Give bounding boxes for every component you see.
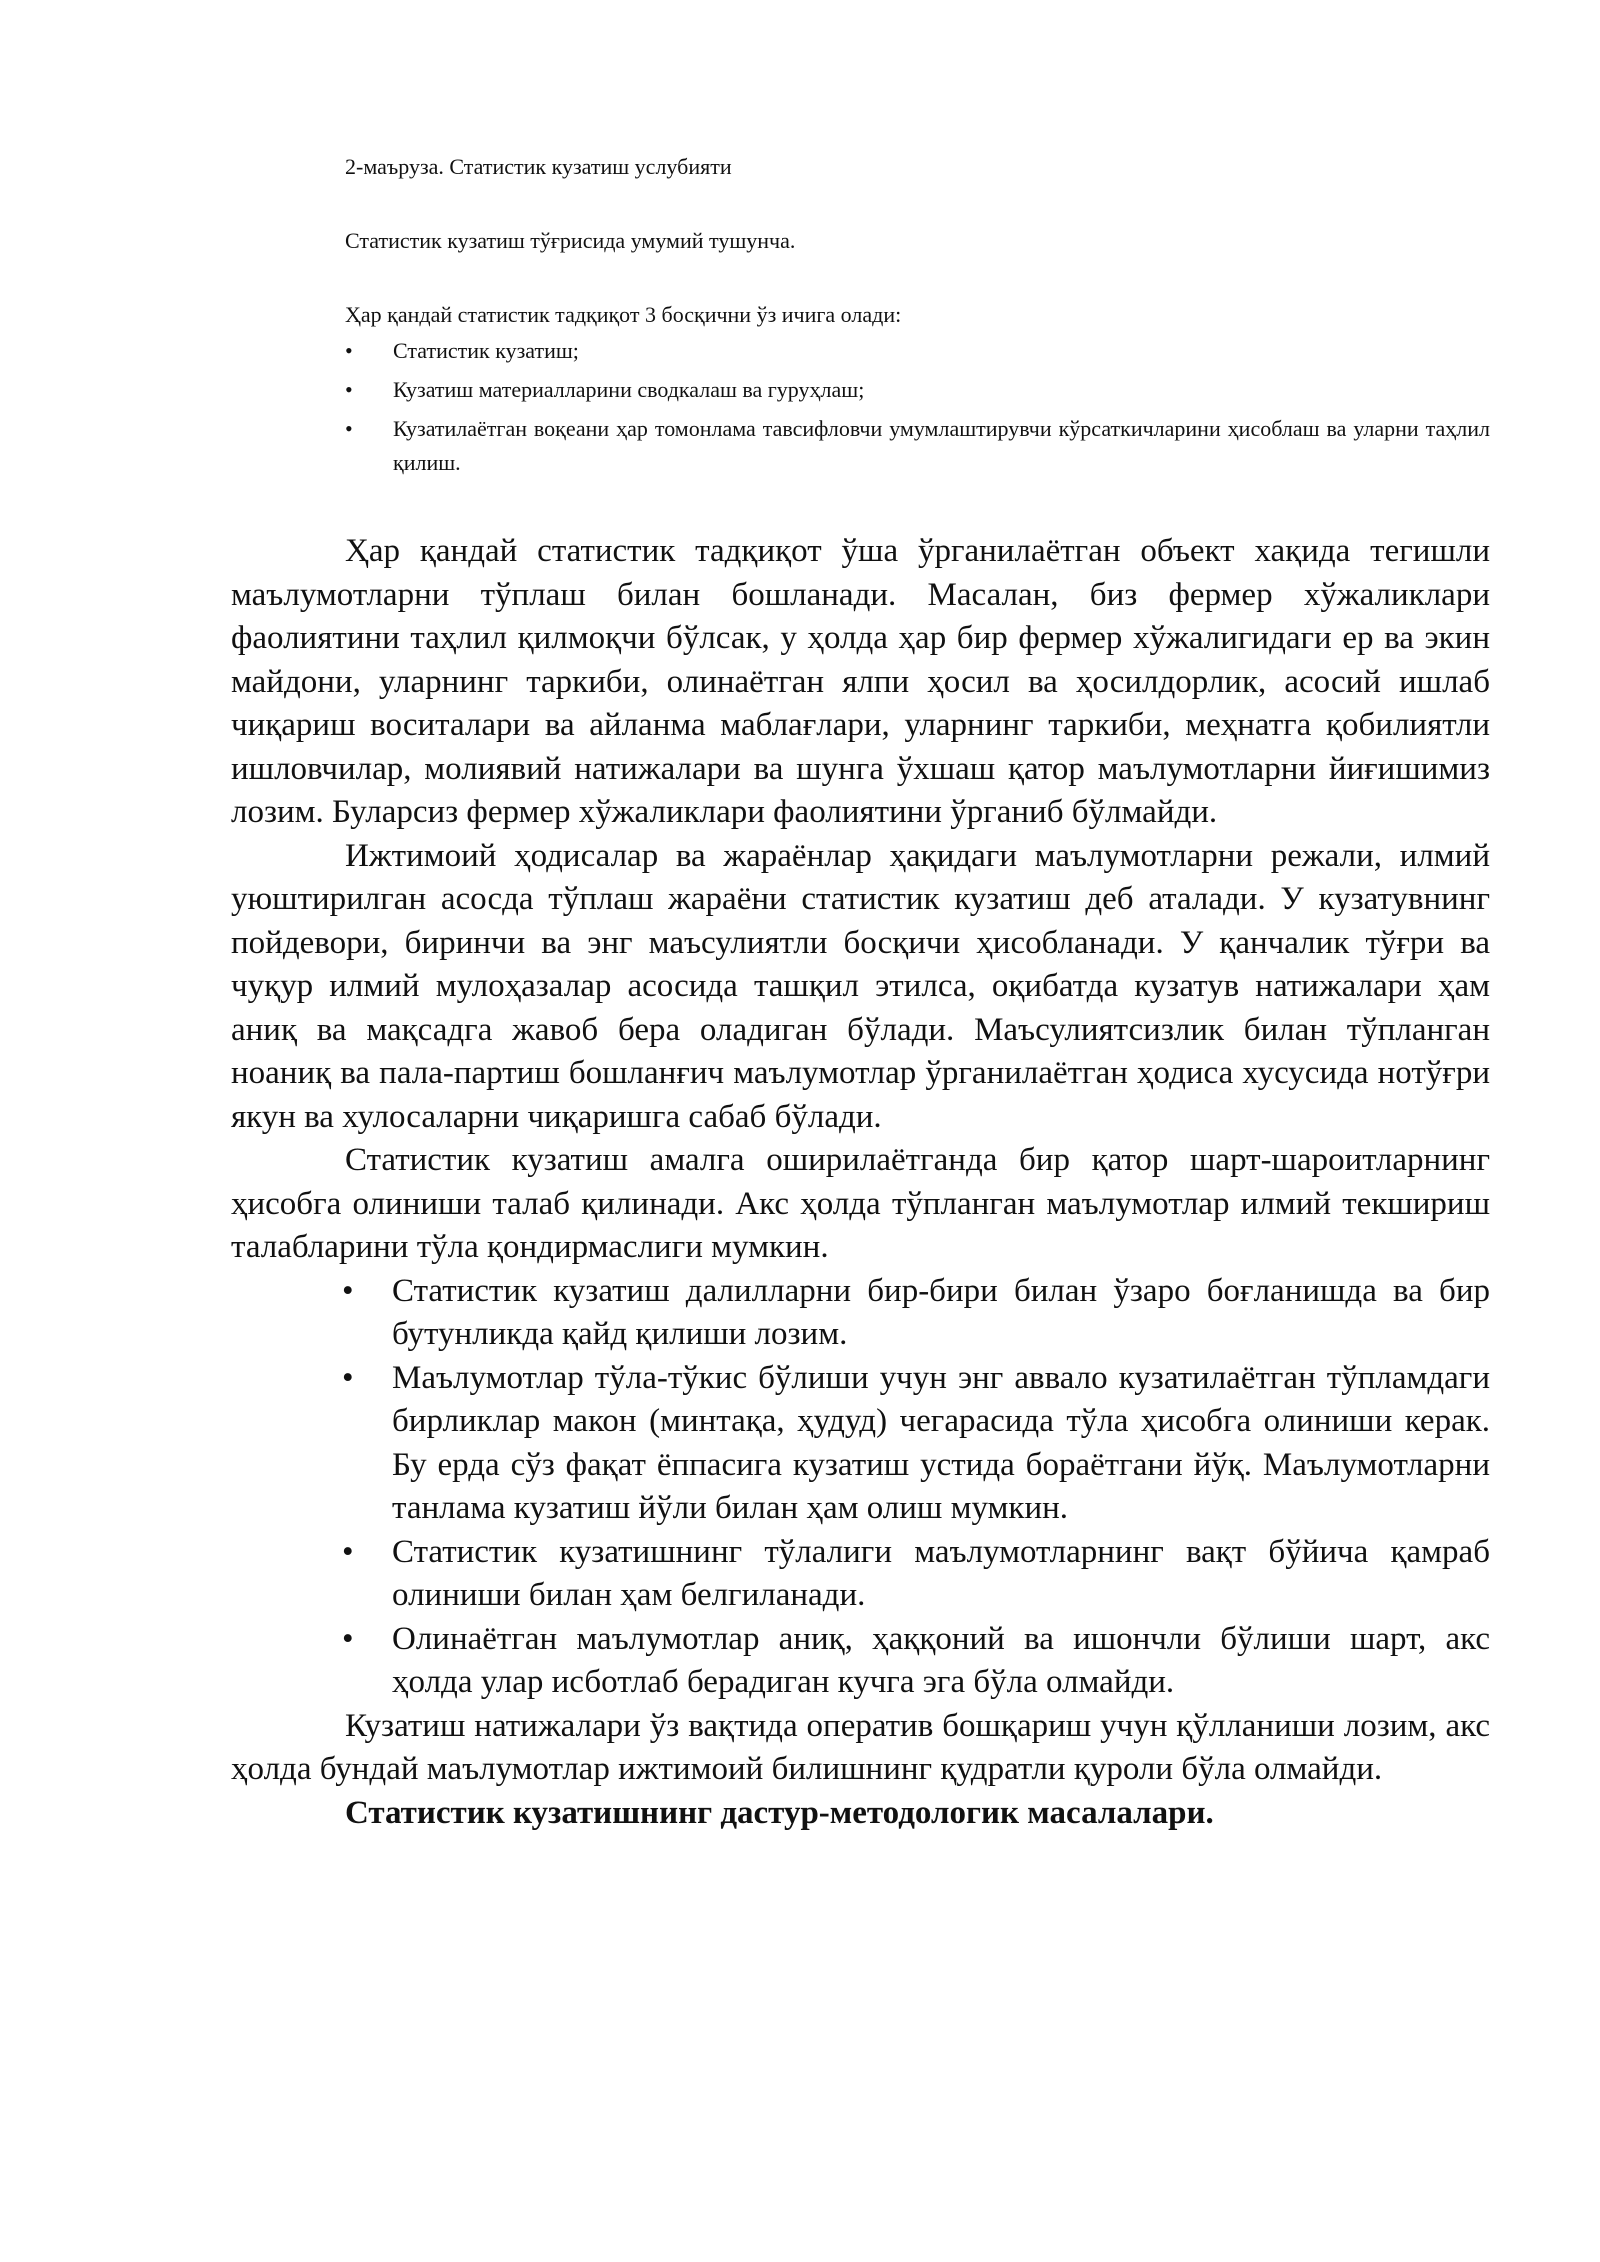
list-item — [345, 334, 1490, 368]
list-item-text: Статистик кузатиш далилларни бир-бири билан ўзаро боғланишда ва бир бутунликда қайд қилиши лозим. — [392, 1272, 1490, 1352]
stages-intro: Ҳар қандай статистик тадқиқот 3 босқични ўз ичига олади: — [345, 302, 902, 327]
list-item-text: Кузатилаётган воқеани ҳар томонлама тавсифловчи умумлаштирувчи кўрсаткичларини ҳисоблаш ва уларни таҳлил қилиш. — [393, 416, 1490, 475]
body-paragraph: Статистик кузатиш амалга оширилаётганда бир қатор шарт-шароитларнинг ҳисобга олиниши талаб қилинади. Акс ҳолда тўпланган маълумотлар илмий текшириш талабларини тўла қондирмаслиги мумкин. — [231, 1142, 1490, 1265]
body-paragraph: Ҳар қандай статистик тадқиқот ўша ўрганилаётган объект хақида тегишли маълумотларни тўплаш билан бошланади. Масалан, биз фермер хўжаликлари фаолиятини таҳлил қилмоқчи бўлсак, у ҳолда ҳар бир фермер хўжалигидаги ер ва экин майдони, уларнинг таркиби, олинаётган ялпи ҳосил ва ҳосилдорлик, асосий ишлаб чиқариш воситалари ва айланма маблағлари, уларнинг таркиби, меҳнатга қобилиятли ишловчилар, молиявий натижалари ва шунга ўхшаш қатор маълумотларни йиғишимиз лозим. Буларсиз фермер хўжаликлари фаолиятини ўрганиб бўлмайди. — [231, 533, 1490, 830]
body-paragraph: Ижтимоий ҳодисалар ва жараёнлар ҳақидаги маълумотларни режали, илмий уюштирилган асосда тўплаш жараёни статистик кузатиш деб аталади. У кузатувнинг пойдевори, биринчи ва энг маъсулиятли босқичи ҳисобланади. У қанчалик тўғри ва чуқур илмий мулоҳазалар асосида ташқил этилса, оқибатда кузатув натижалари ҳам аниқ ва мақсадга жавоб бера оладиган бўлади. Маъсулиятсизлик билан тўпланган ноаниқ ва пала-партиш бошланғич маълумотлар ўрганилаётган ҳодиса хусусида нотўғри якун ва хулосаларни чиқаришга сабаб бўлади. — [231, 837, 1490, 1135]
section-heading: Статистик кузатишнинг дастур-методологик масалалари. — [345, 1794, 1214, 1831]
list-item — [231, 1357, 1490, 1531]
list-item — [231, 1618, 1490, 1705]
stages-list — [345, 334, 1490, 480]
bullet-icon: • — [345, 377, 353, 402]
bullet-icon: • — [342, 1620, 354, 1657]
list-item-text: Кузатиш материалларини сводкалаш ва гуруҳлаш; — [393, 377, 865, 402]
main-text — [231, 530, 1490, 1835]
list-item-text: Олинаётган маълумотлар аниқ, ҳаққоний ва ишончли бўлиши шарт, акс ҳолда улар исботлаб берадиган кучга эга бўла олмайди. — [392, 1620, 1490, 1700]
bullet-icon: • — [345, 416, 353, 441]
list-item-text: Статистик кузатишнинг тўлалиги маълумотларнинг вақт бўйича қамраб олиниши билан ҳам белгиланади. — [392, 1533, 1490, 1613]
list-item — [345, 412, 1490, 480]
body-paragraph: Кузатиш натижалари ўз вақтида оператив бошқариш учун қўлланиши лозим, акс ҳолда бундай маълумотлар ижтимоий билишнинг қудратли қуроли бўла олмайди. — [231, 1707, 1490, 1787]
list-item-text: Статистик кузатиш; — [393, 338, 579, 363]
lecture-title: 2-маъруза. Статистик кузатиш услубияти — [345, 154, 732, 179]
list-item-text: Маълумотлар тўла-тўкис бўлиши учун энг аввало кузатилаётган тўпламдаги бирликлар макон (минтақа, ҳудуд) чегарасида тўла ҳисобга олиниши керак. Бу ерда сўз фақат ёппасига кузатиш устида бораётгани йўқ. Маълумотларни танлама кузатиш йўли билан ҳам олиш мумкин. — [392, 1359, 1490, 1526]
bullet-icon: • — [345, 338, 353, 363]
lecture-header — [345, 150, 1490, 485]
bullet-icon: • — [342, 1272, 354, 1309]
section-subtitle: Статистик кузатиш тўғрисида умумий тушунча. — [345, 228, 796, 253]
bullet-icon: • — [342, 1533, 354, 1570]
list-item — [231, 1531, 1490, 1618]
list-item — [231, 1270, 1490, 1357]
bullet-icon: • — [342, 1359, 354, 1396]
list-item — [345, 373, 1490, 407]
requirements-list — [231, 1270, 1490, 1705]
